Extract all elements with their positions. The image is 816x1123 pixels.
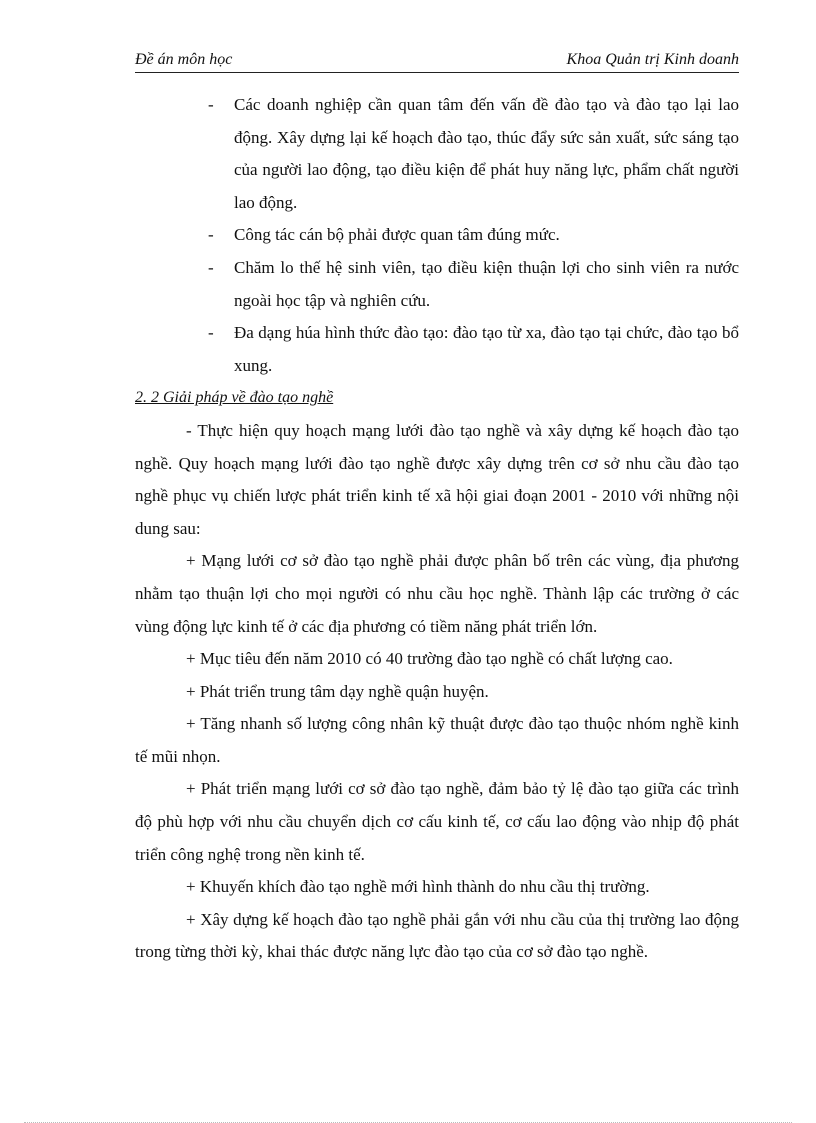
page-header xyxy=(135,48,739,73)
bullet-dash: - xyxy=(208,95,214,114)
bullet-item xyxy=(135,89,739,219)
bullet-dash: - xyxy=(208,225,214,245)
bullet-item xyxy=(135,317,739,382)
paragraph: + Mạng lưới cơ sở đào tạo nghề phải được phân bố trên các vùng, địa phương nhằm tạo thuận lợi cho mọi người có nhu cầu học nghề. Thành lập các trường ở các vùng động lực kinh tế ở các địa phương có tiềm năng phát triển lớn. xyxy=(135,551,739,636)
bullet-text: Chăm lo thế hệ sinh viên, tạo điều kiện thuận lợi cho sinh viên ra nước ngoài học tập và nghiên cứu. xyxy=(234,257,739,310)
paragraph: - Thực hiện quy hoạch mạng lưới đào tạo nghề và xây dựng kế hoạch đào tạo nghề. Quy hoạch mạng lưới đào tạo nghề được xây dựng trên cơ sở nhu cầu đào tạo nghề phục vụ chiến lược phát triển kinh tế xã hội giai đoạn 2001 - 2010 với những nội dung sau: xyxy=(135,420,739,538)
paragraph: + Xây dựng kế hoạch đào tạo nghề phải gắn với nhu cầu của thị trường lao động trong từng thời kỳ, khai thác được năng lực đào tạo của cơ sở đào tạo nghề. xyxy=(135,909,739,962)
bullet-dash: - xyxy=(208,257,214,277)
bullet-item xyxy=(135,252,739,317)
bullet-dash: - xyxy=(208,323,214,343)
header-course-title: Đề án môn học xyxy=(135,51,233,68)
bullet-item xyxy=(135,219,739,252)
paragraph: + Phát triển trung tâm dạy nghề quận huyện. xyxy=(186,681,489,701)
document-body xyxy=(135,89,739,969)
section-heading: 2. 2 Giải pháp về đào tạo nghề xyxy=(135,389,334,407)
bullet-text: Các doanh nghiệp cần quan tâm đến vấn đề đào tạo và đào tạo lại lao động. Xây dựng lại kế hoạch đào tạo, thúc đẩy sức sản xuất, sức sáng tạo của người lao động, tạo điều kiện để phát huy năng lực, phẩm chất người lao động. xyxy=(234,95,739,212)
paragraph: + Phát triển mạng lưới cơ sở đào tạo nghề, đảm bảo tỷ lệ đào tạo giữa các trình độ phù hợp với nhu cầu chuyển dịch cơ cấu kinh tế, cơ cấu lao động vào nhịp độ phát triển công nghệ trong nền kinh tế. xyxy=(135,779,739,864)
paragraph: + Khuyến khích đào tạo nghề mới hình thành do nhu cầu thị trường. xyxy=(186,877,650,897)
bullet-text: Công tác cán bộ phải được quan tâm đúng mức. xyxy=(234,225,560,245)
bullet-text: Đa dạng húa hình thức đào tạo: đào tạo từ xa, đào tạo tại chức, đào tạo bổ xung. xyxy=(234,323,739,375)
paragraph: + Mục tiêu đến năm 2010 có 40 trường đào tạo nghề có chất lượng cao. xyxy=(186,649,673,669)
paragraph: + Tăng nhanh số lượng công nhân kỹ thuật được đào tạo thuộc nhóm nghề kinh tế mũi nhọn. xyxy=(135,714,739,766)
header-faculty-name: Khoa Quản trị Kinh doanh xyxy=(566,51,739,68)
